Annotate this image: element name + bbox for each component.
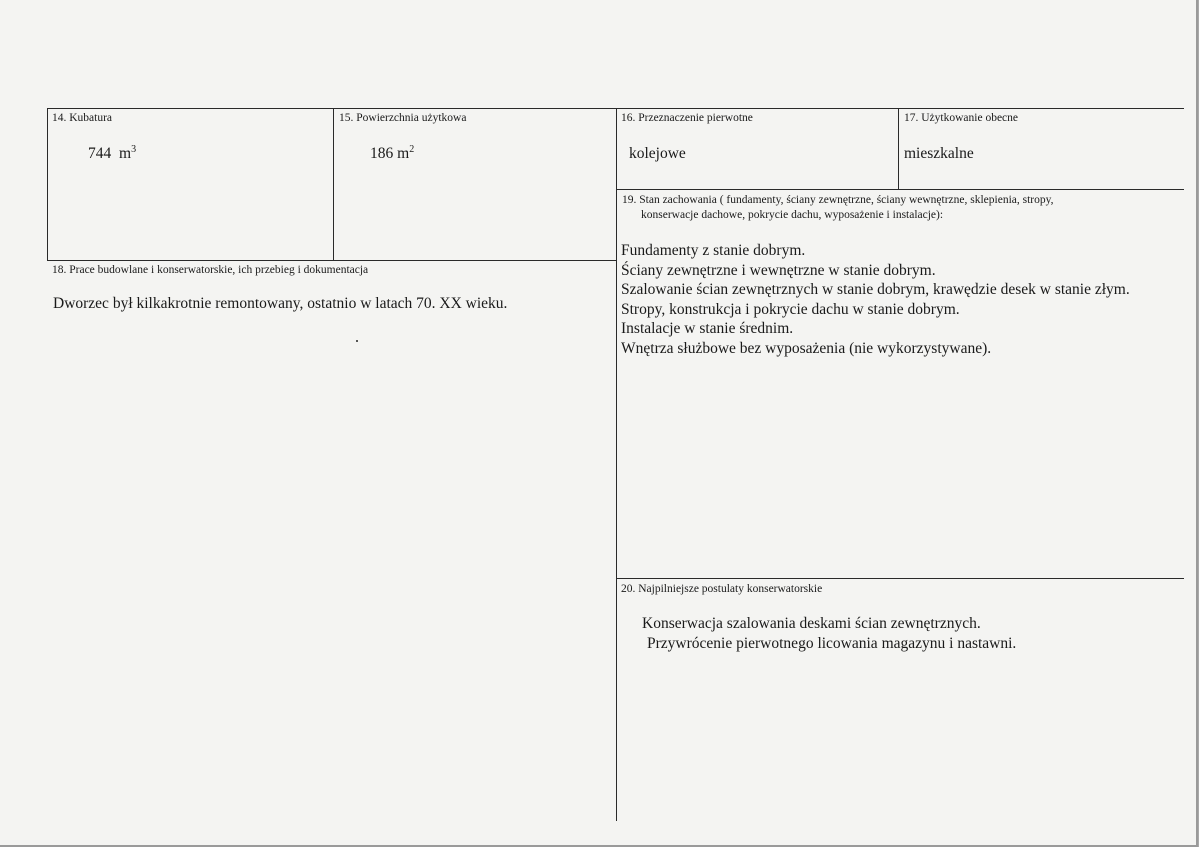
- stan-label: [622, 193, 1167, 223]
- stan-label-line2: konserwacje dachowe, pokrycie dachu, wyposażenie i instalacje):: [641, 209, 944, 221]
- powierzchnia-value: 186 $m^2$: [370, 144, 415, 162]
- stan-line: Ściany zewnętrzne i wewnętrzne w stanie dobrym.: [621, 261, 936, 279]
- prace-label: 18. Prace budowlane i konserwatorskie, ich przebieg i dokumentacja: [52, 264, 369, 276]
- prace-value: Dworzec był kilkakrotnie remontowany, ostatnio w latach 70. XX wieku.: [53, 295, 508, 312]
- postulaty-text: [642, 614, 1016, 653]
- postulaty-line: Przywrócenie pierwotnego licowania magazynu i nastawni.: [647, 634, 1017, 652]
- rule-above-20: [617, 578, 1184, 579]
- left-border: [47, 108, 48, 261]
- rule-above-18: [47, 260, 617, 261]
- przeznaczenie-label: 16. Przeznaczenie pierwotne: [621, 112, 753, 124]
- scan-speck: [356, 340, 358, 342]
- stan-line: Wnętrza służbowe bez wyposażenia (nie wykorzystywane).: [621, 339, 992, 357]
- stan-label-line1: 19. Stan zachowania ( fundamenty, ściany zewnętrzne, ściany wewnętrzne, sklepienia, stropy,: [622, 194, 1054, 206]
- stan-text: [621, 241, 1130, 358]
- uzytkowanie-value: mieszkalne: [904, 145, 974, 162]
- divider-14-15: [333, 108, 334, 261]
- przeznaczenie-value: kolejowe: [629, 145, 686, 162]
- divider-16-17: [898, 108, 899, 190]
- center-divider: [616, 108, 617, 821]
- uzytkowanie-label: 17. Użytkowanie obecne: [904, 112, 1019, 124]
- stan-line: Fundamenty z stanie dobrym.: [621, 242, 806, 259]
- stan-line: Szalowanie ścian zewnętrznych w stanie dobrym, krawędzie desek w stanie złym.: [621, 281, 1130, 298]
- stan-line: Stropy, konstrukcja i pokrycie dachu w stanie dobrym.: [621, 300, 960, 318]
- postulaty-label: 20. Najpilniejsze postulaty konserwatorskie: [621, 583, 823, 595]
- postulaty-line: Konserwacja szalowania deskami ścian zewnętrznych.: [642, 615, 981, 632]
- stan-line: Instalacje w stanie średnim.: [621, 320, 794, 337]
- powierzchnia-label: 15. Powierzchnia użytkowa: [339, 112, 467, 124]
- kubatura-label: 14. Kubatura: [52, 112, 113, 124]
- kubatura-value: 744 $m^3$: [88, 144, 137, 162]
- rule-above-19: [617, 189, 1184, 190]
